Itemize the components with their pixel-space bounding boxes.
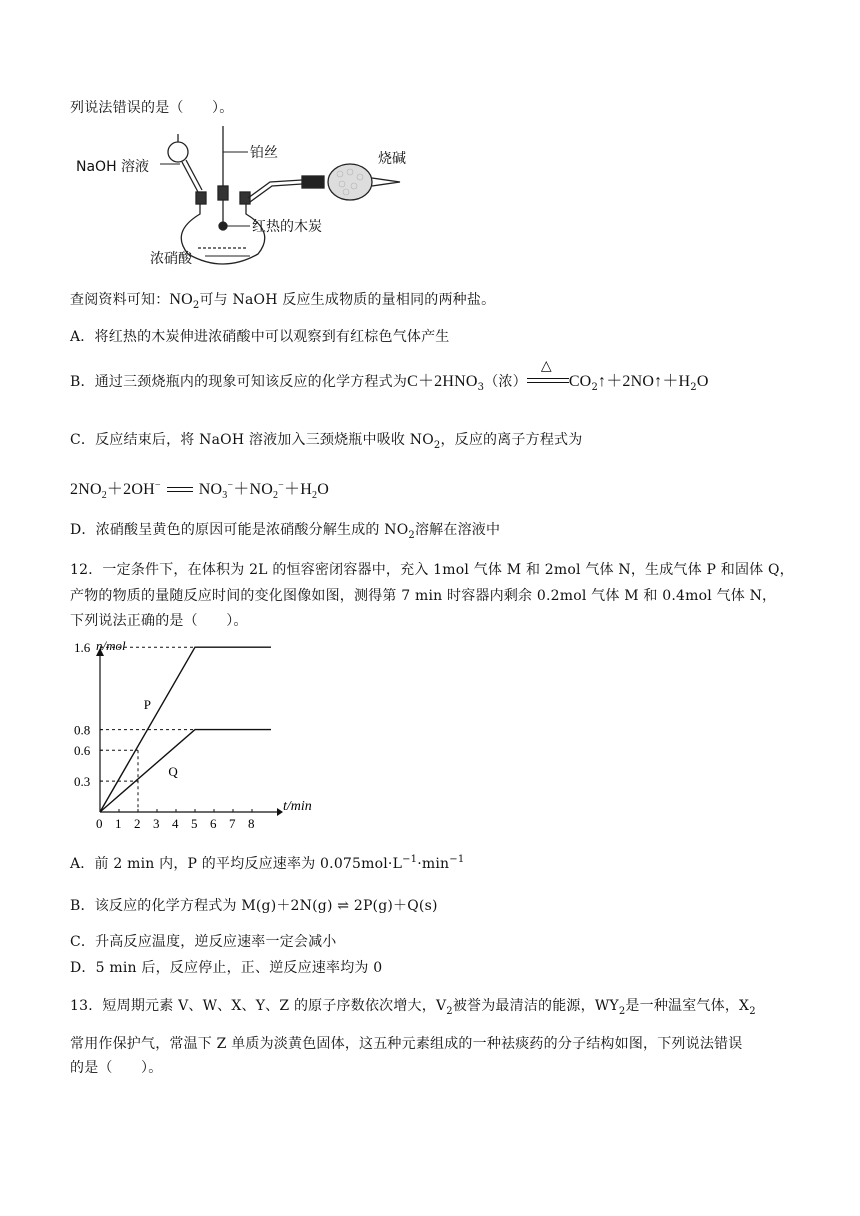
x-tick-label: 4 <box>172 816 179 831</box>
q11-option-a: A．将红热的木炭伸进浓硝酸中可以观察到有红棕色气体产生 <box>70 329 450 345</box>
series-line-Q <box>100 730 271 812</box>
x-tick-label: 6 <box>210 816 217 831</box>
q11-info: 查阅资料可知：$NO_2$可与 NaOH 反应生成物质的量相同的两种盐。 <box>70 291 496 311</box>
q11-option-c: C．反应结束后，将 NaOH 溶液加入三颈烧瓶中吸收 $NO_2$，反应的离子方程式为 <box>70 432 583 451</box>
q11-option-d: D．浓硝酸呈黄色的原因可能是浓硝酸分解生成的 $NO_2$溶解在溶液中 <box>70 522 501 541</box>
x-axis-label: t/min <box>283 799 312 814</box>
apparatus-diagram <box>70 122 420 272</box>
q13-line-3: 的是（ ）。 <box>70 1060 163 1076</box>
x-tick-label: 7 <box>229 816 236 831</box>
q12-option-b: B．该反应的化学方程式为 M(g)＋2N(g) ⇌ 2P(g)＋Q(s) <box>70 898 438 914</box>
series-label-Q: Q <box>168 763 178 779</box>
y-tick-label: 0.8 <box>74 722 91 738</box>
y-tick-label: 0.6 <box>74 743 91 759</box>
x-tick-label: 8 <box>248 816 255 831</box>
q12-line-3: 下列说法正确的是（ ）。 <box>70 613 248 629</box>
equals-sign <box>167 486 193 494</box>
label-conc-acid: 浓硝酸 <box>150 251 192 267</box>
q11-intro: 列说法错误的是（ ）。 <box>70 100 234 116</box>
chart-svg <box>70 640 320 838</box>
q12-option-c: C．升高反应温度，逆反应速率一定会减小 <box>70 934 337 950</box>
q12-option-a: A．前 2 min 内，P 的平均反应速率为 $0.075mol\cdot L^{-1}\cdot\min^{-1}$ <box>70 854 465 872</box>
q13-line-2: 常用作保护气，常温下 Z 单质为淡黄色固体，这五种元素组成的一种祛痰药的分子结构如图，下列说法错误 <box>70 1036 743 1052</box>
series-label-P: P <box>143 697 151 712</box>
heat-equals-sign: △ <box>527 372 569 392</box>
x-tick-label: 0 <box>96 816 103 831</box>
label-platinum: 铂丝 <box>250 145 278 161</box>
q11-ionic-equation: $2NO_2+2OH^-$ $NO_3^-+NO_2^-+H_2O$ <box>70 480 329 501</box>
q13-line-1: 13．短周期元素 V、W、X、Y、Z 的原子序数依次增大，$V_2$被誉为最清洁的能源，$WY_2$是一种温室气体，$X_2$ <box>70 998 756 1017</box>
q11-option-b: B．通过三颈烧瓶内的现象可知该反应的化学方程式为$C+2HNO_3$（浓） △ $CO_2↑+2NO↑+H_2O$ <box>70 358 709 393</box>
y-axis-label: n/mol <box>96 640 126 653</box>
apparatus-figure <box>70 122 420 272</box>
reaction-chart <box>70 640 320 838</box>
funnel-bulb <box>168 142 188 162</box>
q12-line-1: 12．一定条件下，在体积为 2L 的恒容密闭容器中，充入 1mol 气体 M 和 2mol 气体 N，生成气体 P 和固体 Q， <box>70 562 794 578</box>
label-charcoal: 红热的木炭 <box>252 219 322 235</box>
x-tick-label: 2 <box>134 816 141 831</box>
x-tick-label: 1 <box>115 816 122 831</box>
label-naoh: NaOH 溶液 <box>76 159 150 175</box>
q12-option-d: D．5 min 后，反应停止，正、逆反应速率均为 0 <box>70 960 383 976</box>
y-tick-label: 0.3 <box>74 774 91 790</box>
x-tick-label: 5 <box>191 816 198 831</box>
label-caustic: 烧碱 <box>378 151 406 167</box>
x-tick-label: 3 <box>153 816 160 831</box>
y-tick-label: 1.6 <box>74 640 91 656</box>
q12-line-2: 产物的物质的量随反应时间的变化图像如图，测得第 7 min 时容器内剩余 0.2mol 气体 M 和 0.4mol 气体 N， <box>70 588 777 604</box>
